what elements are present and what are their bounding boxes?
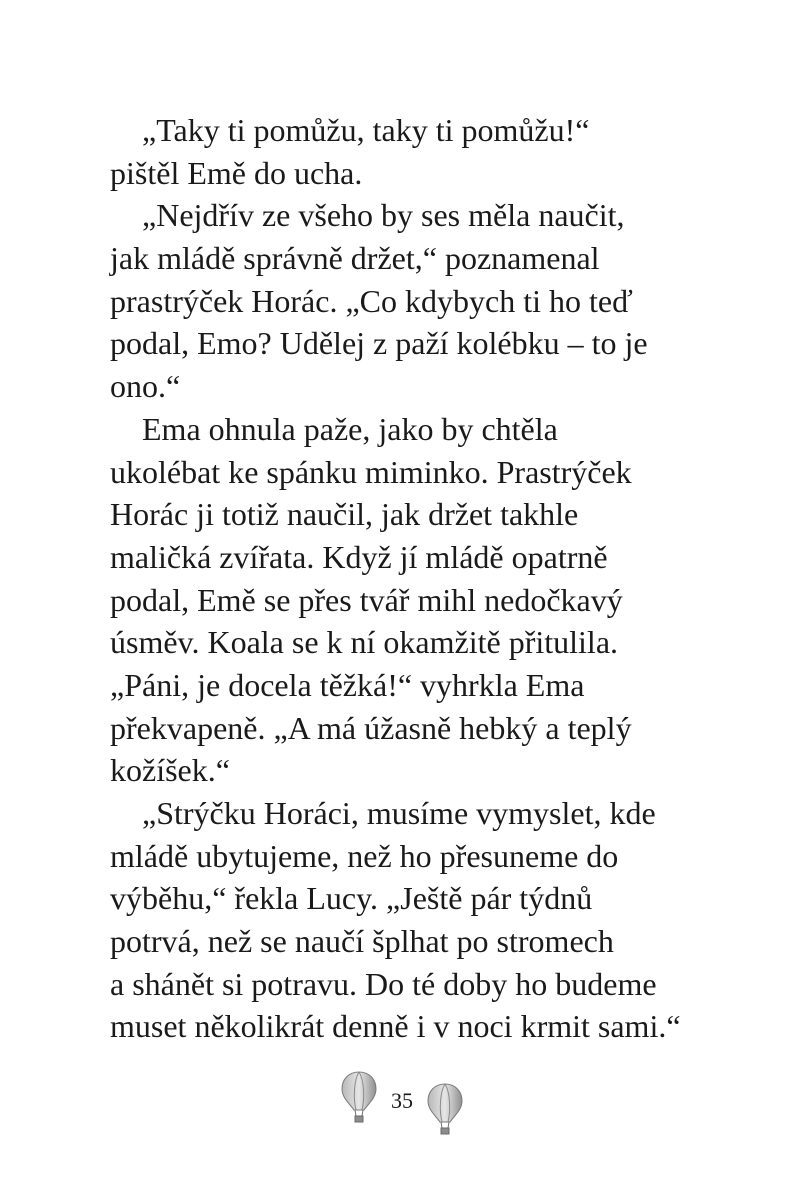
text-line: Ema ohnula paže, jako by chtěla [142,410,558,447]
text-line: a shánět si potravu. Do té doby ho budeme [110,965,657,1002]
text-line: podal, Emě se přes tvář mihl nedočkavý [110,581,623,618]
text-line: „Páni, je docela těžká!“ vyhrkla Ema [110,666,585,703]
text-line: výběhu,“ řekla Lucy. „Ještě pár týdnů [110,880,593,917]
body-text [110,109,706,1048]
text-line: prastrýček Horác. „Co kdybych ti ho teď [110,282,633,319]
text-line: ukolébat ke spánku miminko. Prastrýček [110,453,632,490]
text-line: muset několikrát denně i v noci krmit sami.“ [110,1008,681,1045]
text-line: podal, Emo? Udělej z paží kolébku – to je [110,325,648,362]
text-line: kožíšek.“ [110,752,230,789]
text-line: „Nejdřív ze všeho by ses měla naučit, [142,197,625,234]
text-line: překvapeně. „A má úžasně hebký a teplý [110,709,632,746]
hot-air-balloon-icon [426,1082,464,1136]
text-line: „Taky ti pomůžu, taky ti pomůžu!“ [142,112,590,148]
text-line: ono.“ [110,368,181,405]
text-line: potrvá, než se naučí šplhat po stromech [110,923,614,960]
text-line: maličká zvířata. Když jí mládě opatrně [110,538,608,575]
text-line: Horác ji totiž naučil, jak držet takhle [110,496,579,533]
page-number: 35 [391,1088,413,1113]
page-footer [0,1070,789,1130]
text-line: mládě ubytujeme, než ho přesuneme do [110,837,619,874]
text-line: „Strýčku Horáci, musíme vymyslet, kde [142,795,656,831]
text-line: pištěl Emě do ucha. [110,154,363,191]
text-line: úsměv. Koala se k ní okamžitě přitulila. [110,624,619,661]
hot-air-balloon-icon [340,1070,378,1124]
text-line: jak mládě správně držet,“ poznamenal [110,240,600,277]
